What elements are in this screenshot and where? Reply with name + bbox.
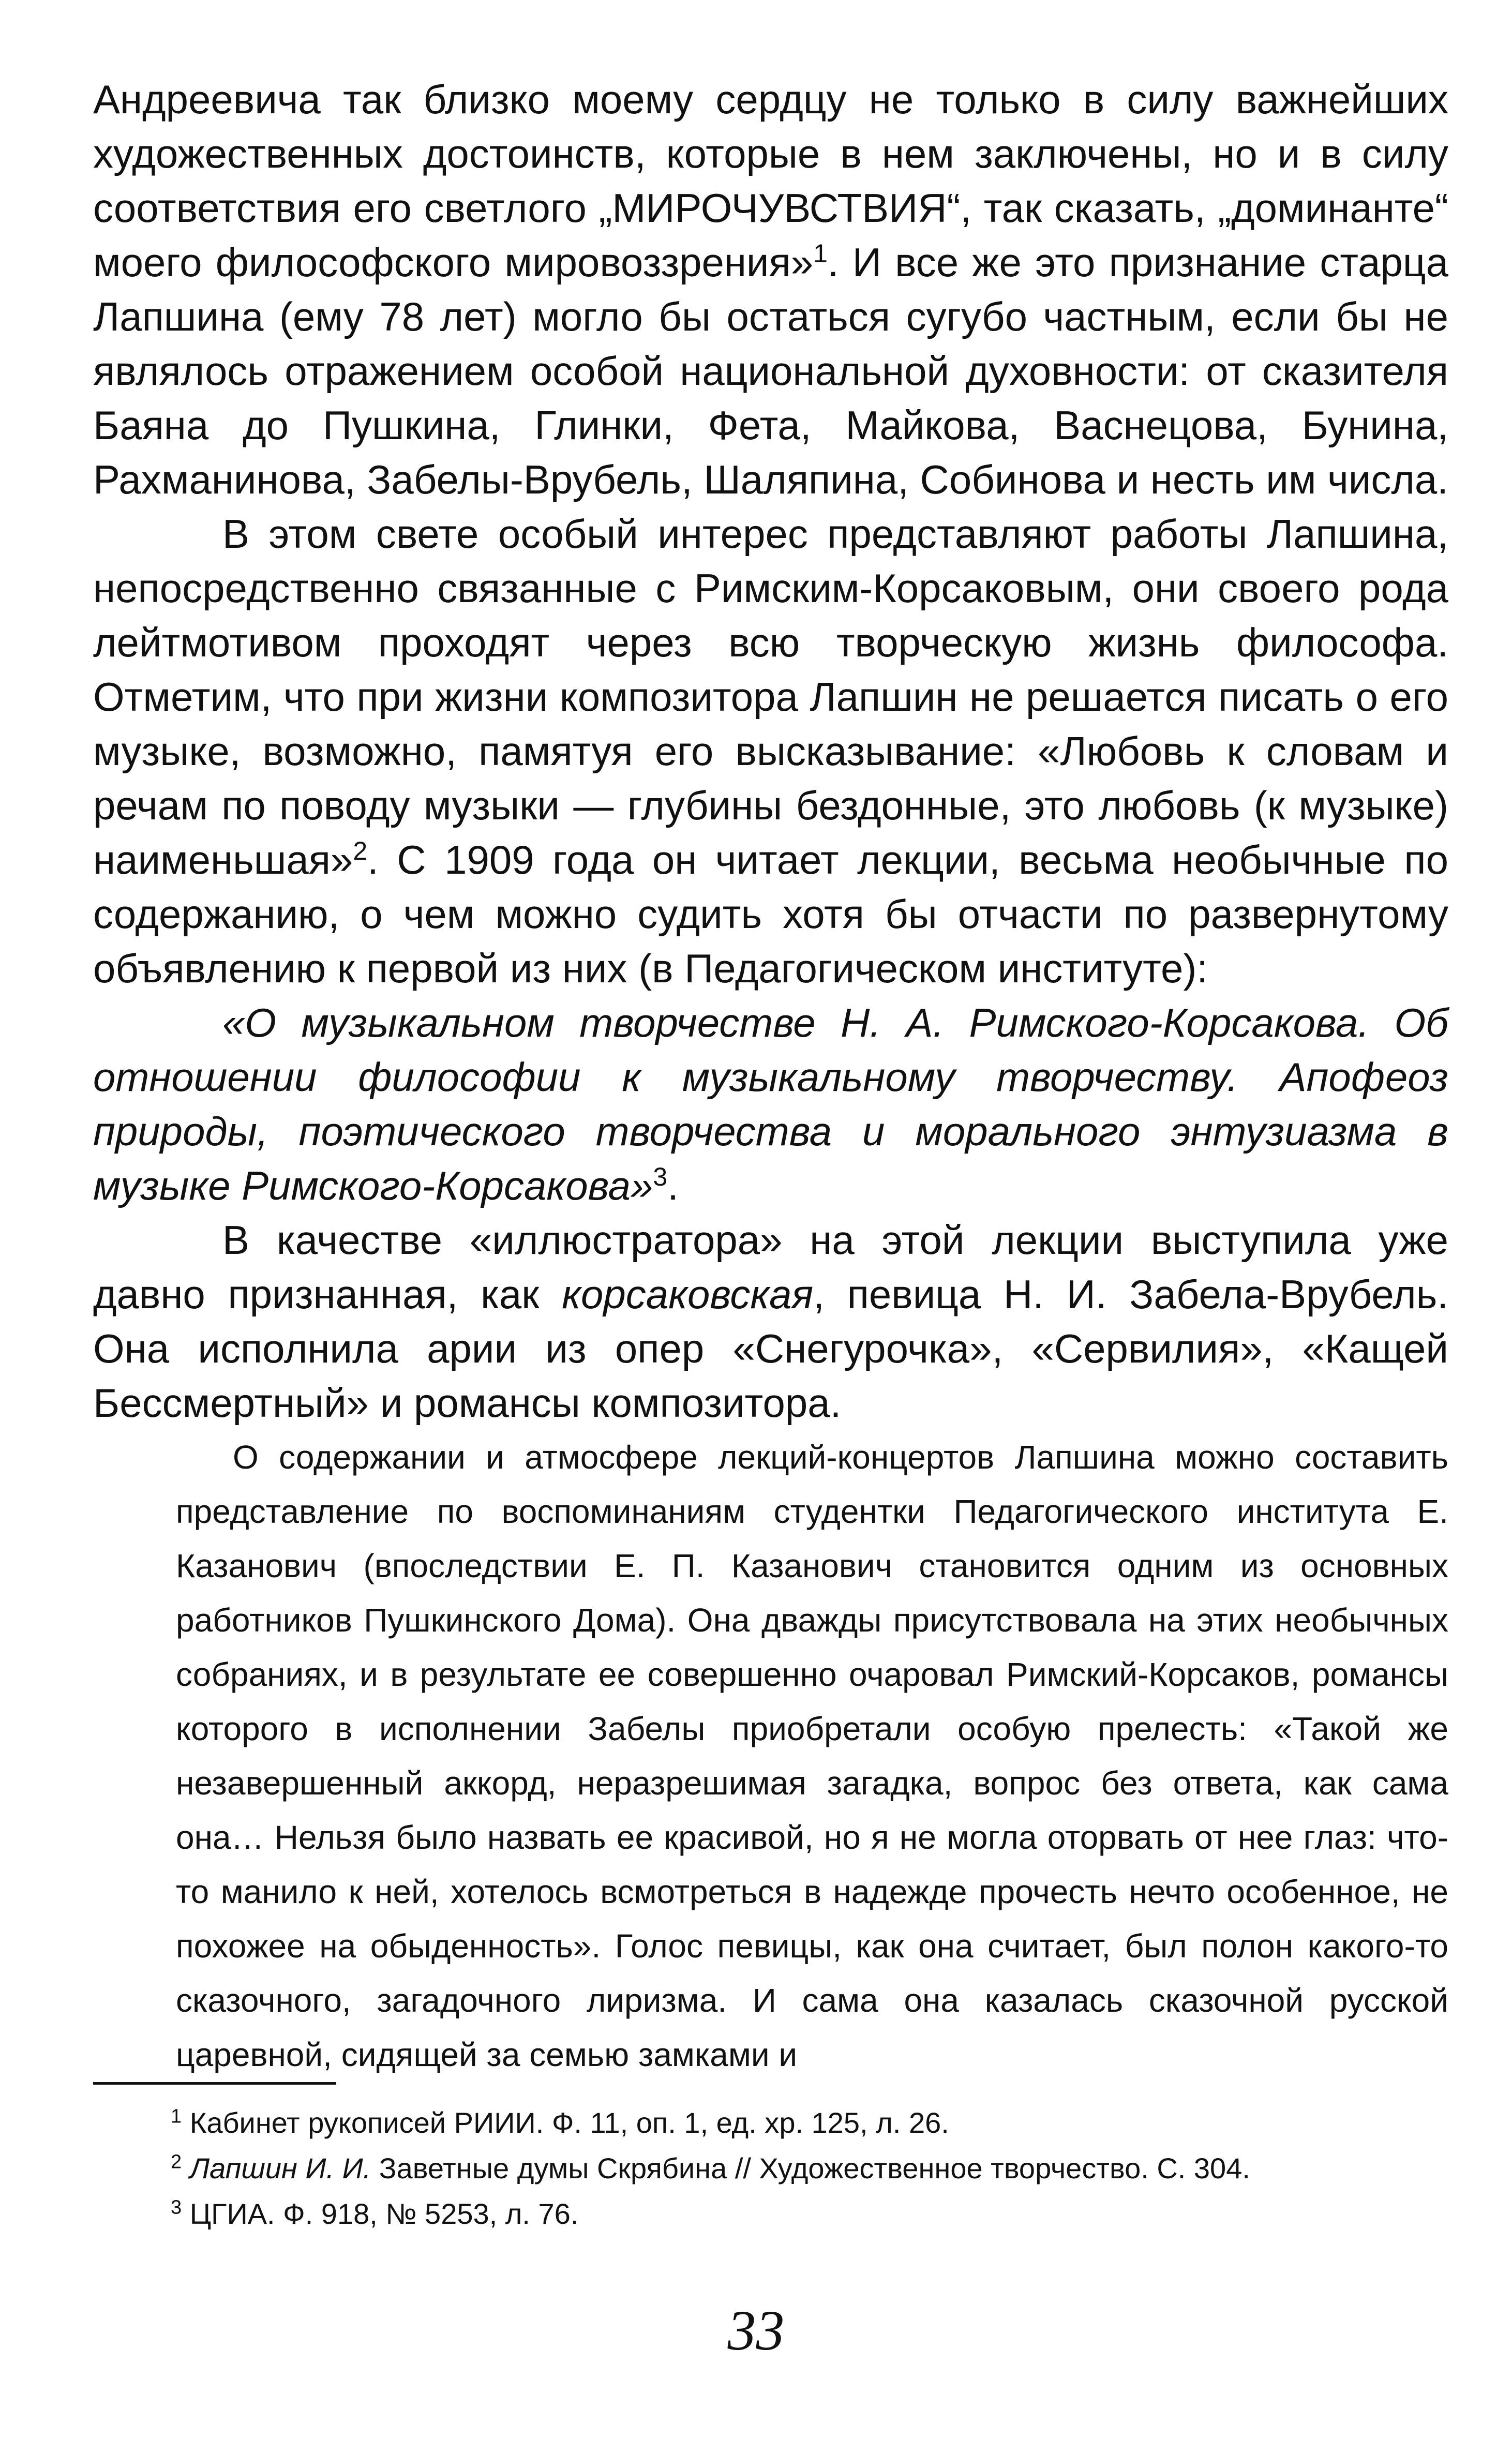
paragraph-2 (93, 507, 1448, 996)
paragraph-1-text: Андреевича так близко моему сердцу не только в силу важнейших художественных достоинств, которые в нем заключены, но и в силу соответствия его светлого „МИРОЧУВСТВИЯ“, так сказать, „доминанте“ моего философского мировоззрения» (93, 77, 1448, 285)
paragraph-2-tail: . С 1909 года он читает лекции, весьма необычные по содержанию, о чем можно судить хотя бы отчасти по развернутому объявлению к первой из них (в Педагогическом институте): (93, 837, 1448, 991)
paragraph-4-after: , певица Н. И. Забела-Врубель. Она исполнила арии из опер «Снегурочка», «Сервилия», «Кащей Бессмертный» и романсы композитора. (93, 1271, 1448, 1426)
footnote-1-number: 1 (171, 2105, 182, 2128)
lecture-announcement-tail: . (667, 1163, 679, 1208)
lecture-announcement-text: «О музыкальном творчестве Н. А. Римского-Корсакова. Об отношении философии к музыкальному творчеству. Апофеоз природы, поэтического творчества и морального энтузиазма в музыке Римского-Корсакова» (93, 1000, 1448, 1208)
paragraph-1-tail: . И все же это признание старца Лапшина (ему 78 лет) могло бы остаться сугубо частным, если бы не являлось отражением особой национальной духовности: от сказителя Баяна до Пушкина, Глинки, Фета, Майкова, Васнецова, Бунина, Рахманинова, Забелы-Врубель, Шаляпина, Собинова и несть им числа. (93, 240, 1448, 502)
footnote-1 (171, 2100, 1412, 2146)
footnote-ref-1: 1 (813, 239, 828, 268)
footnote-ref-3: 3 (653, 1162, 668, 1191)
paragraph-2-text: В этом свете особый интерес представляют работы Лапшина, непосредственно связанные с Римским-Корсаковым, они своего рода лейтмотивом проходят через всю творческую жизнь философа. Отметим, что при жизни композитора Лапшин не решается писать о его музыке, возможно, памятуя его высказывание: «Любовь к словам и речам по поводу музыки — глубины бездонные, это любовь (к музыке) наименьшая» (93, 511, 1448, 882)
footnote-ref-2: 2 (353, 836, 368, 865)
footnote-3-number: 3 (171, 2196, 182, 2219)
footnote-3 (171, 2191, 1412, 2237)
footnotes (171, 2100, 1412, 2237)
footnote-2-author: Лапшин И. И. (189, 2152, 371, 2184)
page-body (93, 72, 1448, 2082)
footnote-2 (171, 2146, 1412, 2191)
paragraph-4 (93, 1213, 1448, 1430)
paragraph-1 (93, 72, 1448, 507)
paragraph-4-before: В качестве «иллюстратора» на этой лекции выступила уже давно признанная, как (93, 1217, 1448, 1317)
paragraph-4-emphasis: корсаковская (562, 1271, 814, 1317)
footnote-2-number: 2 (171, 2151, 182, 2173)
memoir-quote-block: О содержании и атмосфере лекций-концертов Лапшина можно составить представление по воспоминаниям студентки Педагогического института Е. Казанович (впоследствии Е. П. Казанович становится одним из основных работников Пушкинского Дома). Она дважды присутствовала на этих необычных собраниях, и в результате ее совершенно очаровал Римский-Корсаков, романсы которого в исполнении Забелы приобретали особую прелесть: «Такой же незавершенный аккорд, неразрешимая загадка, вопрос без ответа, как сама она… Нельзя было назвать ее красивой, но я не могла оторвать от нее глаз: что-то манило к ней, хотелось всмотреться в надежде прочесть нечто особенное, не похожее на обыденность». Голос певицы, как она считает, был полон какого-то сказочного, загадочного лиризма. И сама она казалась сказочной русской царевной, сидящей за семью замками и (176, 1439, 1448, 2073)
footnote-divider (93, 2082, 336, 2085)
footnote-2-text: Заветные думы Скрябина // Художественное творчество. С. 304. (371, 2152, 1250, 2184)
page-number: 33 (727, 2299, 785, 2362)
lecture-announcement (93, 996, 1448, 1213)
footnote-1-text: Кабинет рукописей РИИИ. Ф. 11, оп. 1, ед. хр. 125, л. 26. (189, 2106, 949, 2139)
footnote-3-text: ЦГИА. Ф. 918, № 5253, л. 76. (189, 2197, 579, 2230)
